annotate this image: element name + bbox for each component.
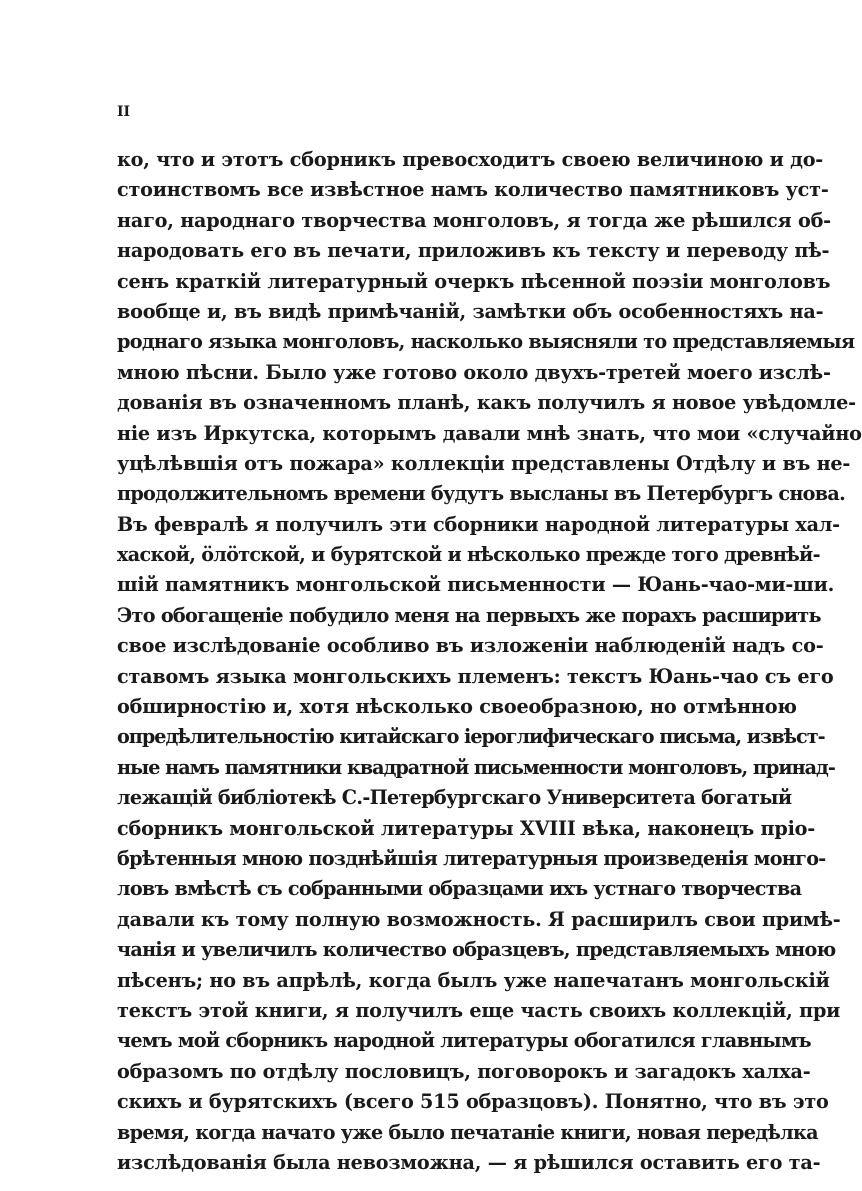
text-line: дованія въ означенномъ планѣ, какъ получилъ я новое увѣдомле- — [117, 391, 856, 415]
text-line: ные намъ памятники квадратной письменности монголовъ, принад- — [117, 755, 835, 779]
text-line: время, когда начато уже было печатаніе книги, новая передѣлка — [117, 1120, 818, 1144]
body-text — [117, 145, 862, 1178]
text-line: текстъ этой книги, я получилъ еще часть своихъ коллекцій, при — [117, 998, 841, 1022]
text-line: стоинствомъ все извѣстное намъ количество памятниковъ уст- — [117, 178, 829, 202]
text-line: обширностію и, хотя нѣсколько своеобразною, но отмѣнною — [117, 695, 797, 719]
text-line: хаской, ӧлӧтской, и бурятской и нѣсколько прежде того древнѣй- — [117, 543, 820, 567]
text-line: свое изслѣдованіе особливо въ изложеніи наблюденій надъ со- — [117, 634, 824, 658]
text-line: Въ февралѣ я получилъ эти сборники народной литературы хал- — [117, 512, 840, 536]
text-line: брѣтенныя мною позднѣйшія литературныя произведенія монго- — [117, 846, 826, 870]
text-line: роднаго языка монголовъ, насколько выясняли то представляемыя — [117, 330, 855, 354]
text-line: опредѣлительностію китайскаго іероглифическаго письма, извѣст- — [117, 725, 825, 749]
text-line: продолжительномъ времени будутъ высланы въ Петербургъ снова. — [117, 482, 846, 506]
page-number: II — [117, 104, 131, 120]
text-line: скихъ и бурятскихъ (всего 515 образцовъ). Понятно, что въ это — [117, 1090, 829, 1114]
text-line: сборникъ монгольской литературы XVIII вѣка, наконецъ пріо- — [117, 816, 816, 840]
text-line: изслѣдованія была невозможна, — я рѣшился оставить его та- — [117, 1150, 821, 1174]
text-line: пѣсенъ; но въ апрѣлѣ, когда былъ уже напечатанъ монгольскій — [117, 968, 830, 992]
text-line: ловъ вмѣстѣ съ собранными образцами ихъ устнаго творчества — [117, 877, 802, 901]
text-line: шій памятникъ монгольской письменности — Юань-чао-ми-ши. — [117, 573, 835, 597]
text-line: ко, что и этотъ сборникъ превосходитъ своею величиною и до- — [117, 148, 824, 171]
text-line: уцѣлѣвшія отъ пожара» коллекціи представлены Отдѣлу и въ не- — [117, 451, 851, 475]
text-line: народовать его въ печати, приложивъ къ тексту и переводу пѣ- — [117, 239, 830, 263]
text-line: Это обогащеніе побудило меня на первыхъ же порахъ расширить — [117, 603, 821, 627]
text-line: мною пѣсни. Было уже готово около двухъ-третей моего изслѣ- — [117, 360, 831, 384]
text-line: лежащій библіотекѣ С.-Петербургскаго Университета богатый — [117, 786, 792, 810]
text-line: вообще и, въ видѣ примѣчаній, замѣтки объ особенностяхъ на- — [117, 299, 824, 323]
text-line: чанія и увеличилъ количество образцевъ, представляемыхъ мною — [117, 938, 836, 962]
text-line: давали къ тому полную возможность. Я расширилъ свои примѣ- — [117, 907, 841, 931]
text-line: образомъ по отдѣлу пословицъ, поговорокъ и загадокъ халха- — [117, 1059, 811, 1083]
text-line: ставомъ языка монгольскихъ племенъ: текстъ Юань-чао съ его — [117, 664, 834, 688]
text-line: сенъ краткій литературный очеркъ пѣсенной поэзіи монголовъ — [117, 269, 831, 293]
text-line: чемъ мой сборникъ народной литературы обогатился главнымъ — [117, 1029, 811, 1053]
text-line: ніе изъ Иркутска, которымъ давали мнѣ знать, что мои «случайно — [117, 421, 862, 445]
text-line: наго, народнаго творчества монголовъ, я тогда же рѣшился об- — [117, 208, 831, 232]
